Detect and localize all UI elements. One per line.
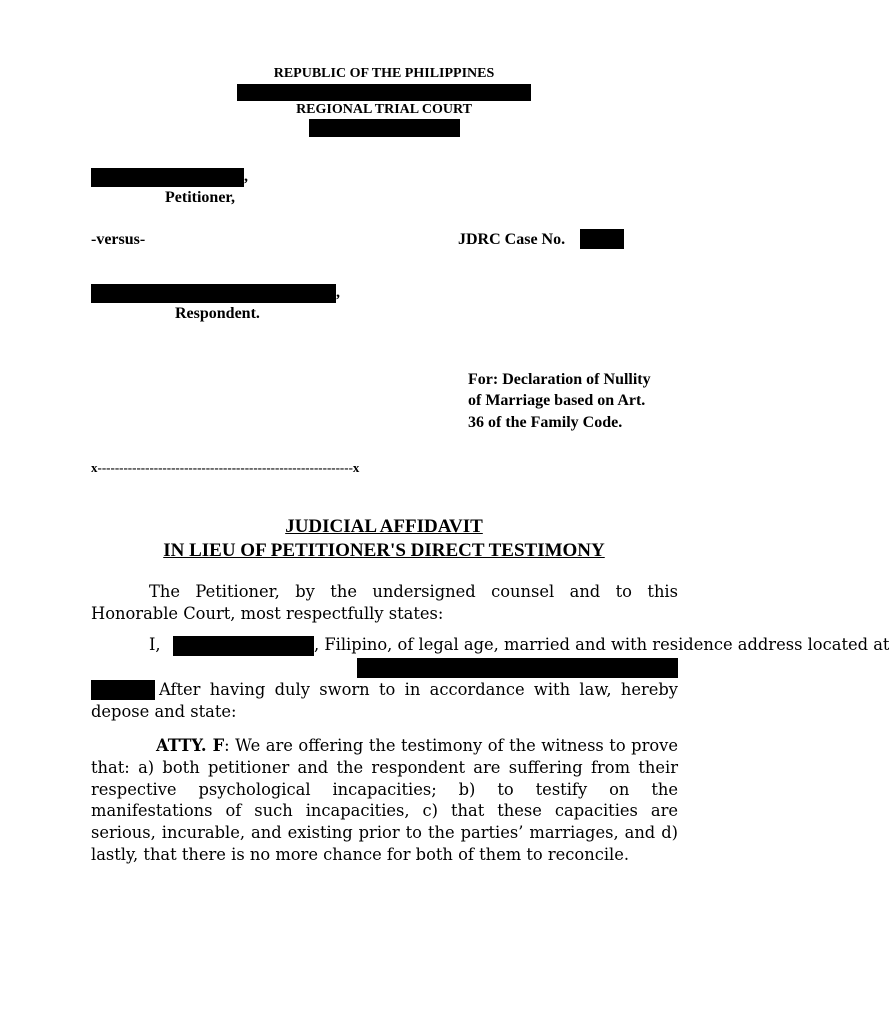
redacted-witness-name: [173, 636, 314, 656]
case-nature-line-2: of Marriage based on Art.: [468, 392, 646, 409]
respondent-comma: ,: [336, 284, 340, 301]
document-title-line-1: JUDICIAL AFFIDAVIT: [285, 516, 483, 537]
petitioner-comma: ,: [244, 168, 248, 185]
offer-paragraph: [91, 735, 678, 866]
republic-heading: REPUBLIC OF THE PHILIPPINES: [273, 66, 495, 81]
petitioner-label: Petitioner,: [165, 189, 236, 206]
redacted-petitioner-name: [91, 168, 244, 187]
document-title-line-2: IN LIEU OF PETITIONER'S DIRECT TESTIMONY: [163, 540, 605, 561]
redacted-case-number: [580, 229, 624, 249]
redacted-court-branch: [237, 84, 531, 101]
case-nature-line-1: For: Declaration of Nullity: [468, 371, 651, 388]
caption-separator: x-----------------------------------------------------------x: [91, 460, 360, 475]
versus-label: -versus-: [91, 231, 146, 248]
case-nature-line-3: 36 of the Family Code.: [468, 414, 623, 431]
case-number-label: JDRC Case No.: [458, 231, 566, 248]
redacted-court-location: [309, 119, 460, 137]
redacted-respondent-name: [91, 284, 336, 303]
witness-oath-text: After having duly sworn to in accordance with law, hereby depose and state:: [91, 680, 678, 721]
intro-paragraph: The Petitioner, by the undersigned counsel and to this Honorable Court, most respectfully states:: [91, 582, 678, 623]
attorney-label: ATTY. F: [156, 736, 225, 755]
respondent-label: Respondent.: [175, 305, 260, 322]
redacted-address-line-1: [357, 658, 678, 678]
court-heading: REGIONAL TRIAL COURT: [296, 102, 472, 117]
witness-intro-text: I,: [149, 635, 161, 654]
offer-text: : We are offering the testimony of the witness to prove that: a) both petitioner and the respondent are suffering from their respective psychological incapacities; b) to testify on the manifestations of such incapacities, c) that these capacities are serious, incurable, and existing prior to the parties’ marriages, and d) lastly, that there is no more chance for both of them to reconcile.: [91, 736, 679, 864]
witness-details-text: , Filipino, of legal age, married and with residence address located at: [314, 635, 889, 654]
